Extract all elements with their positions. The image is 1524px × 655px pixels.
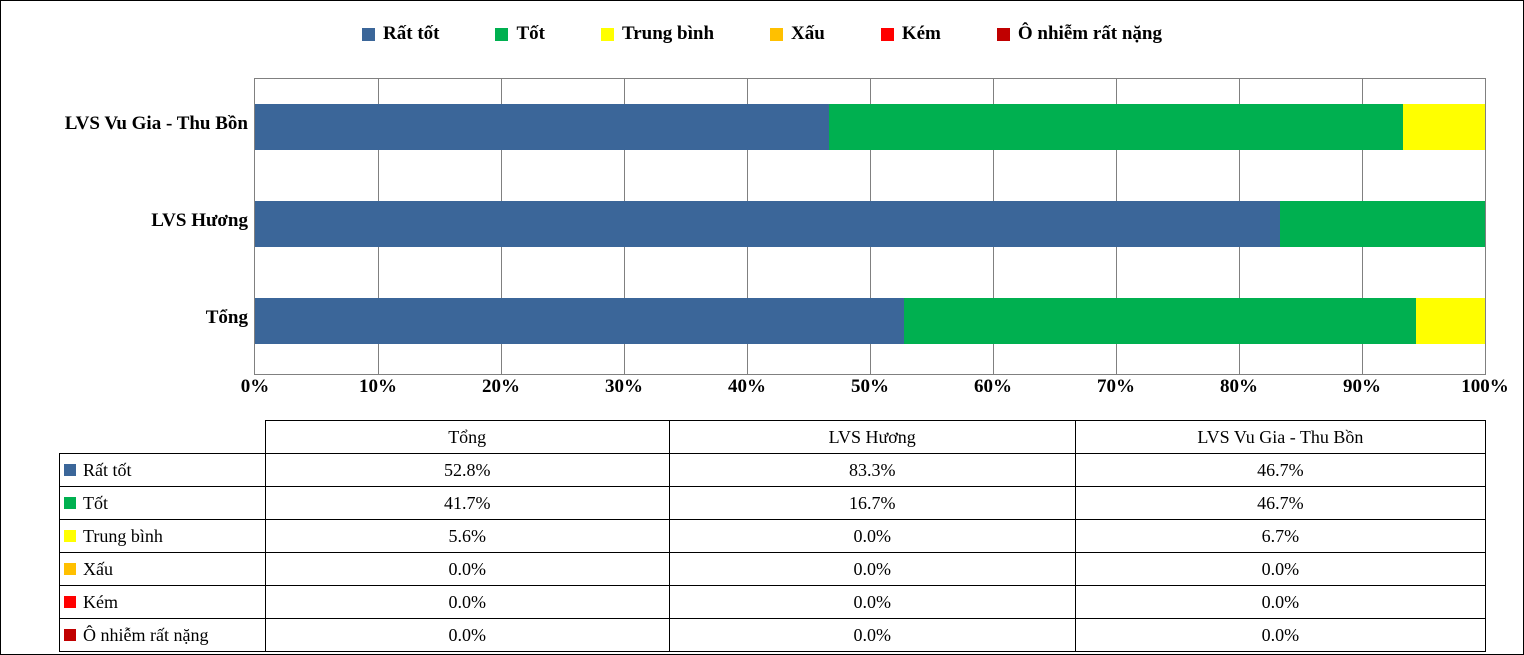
x-tick-label: 70% [1097,376,1135,397]
table-value-cell: 0.0% [1075,553,1485,586]
legend-item[interactable] [362,23,439,45]
x-axis-tick-labels [240,376,1509,404]
stacked-bar[interactable] [255,104,1485,150]
bar-segment[interactable] [255,104,829,150]
bar-segment[interactable] [1416,298,1485,344]
table-value-cell: 5.6% [265,520,669,553]
legend-swatch-icon [881,28,894,41]
table-value-cell: 0.0% [669,553,1075,586]
series-name: Xấu [83,558,113,579]
series-name: Ô nhiễm rất nặng [83,624,209,645]
table-series-key [60,520,266,553]
table-series-key [60,454,266,487]
table-series-key [60,586,266,619]
legend-label: Tốt [516,23,545,44]
table-row [60,454,1486,487]
table-value-cell: 0.0% [669,586,1075,619]
series-name: Tốt [83,492,108,513]
plot-area [254,78,1486,375]
x-tick-label: 90% [1343,376,1381,397]
legend-swatch-icon [495,28,508,41]
category-label: LVS Vu Gia - Thu Bồn [64,113,248,134]
table-column-header: LVS Vu Gia - Thu Bồn [1075,421,1485,454]
legend-label: Ô nhiễm rất nặng [1017,23,1162,44]
table-value-cell: 0.0% [265,553,669,586]
table-row [60,553,1486,586]
stacked-bar[interactable] [255,201,1485,247]
table-row [60,586,1486,619]
x-tick-label: 0% [240,376,270,397]
table-value-cell: 0.0% [1075,586,1485,619]
category-label: Tổng [205,307,248,328]
legend-item[interactable] [881,23,941,45]
table-row [60,520,1486,553]
table-value-cell: 0.0% [265,619,669,652]
legend-item[interactable] [601,23,714,45]
legend-item[interactable] [495,23,545,45]
table-value-cell: 16.7% [669,487,1075,520]
bar-segment[interactable] [829,104,1403,150]
table-corner-cell [60,421,266,454]
table-series-key [60,487,266,520]
table-value-cell: 41.7% [265,487,669,520]
stacked-bar[interactable] [255,298,1485,344]
legend-swatch-icon [362,28,375,41]
table-value-cell: 52.8% [265,454,669,487]
legend-swatch-icon [601,28,614,41]
table-value-cell: 46.7% [1075,454,1485,487]
table-value-cell: 0.0% [1075,619,1485,652]
series-name: Kém [83,591,118,612]
series-swatch-icon [64,596,76,608]
bar-segment[interactable] [255,201,1280,247]
table-value-cell: 0.0% [669,520,1075,553]
bar-segment[interactable] [904,298,1416,344]
series-swatch-icon [64,563,76,575]
chart-data-table [59,420,1486,652]
table-row [60,487,1486,520]
legend-label: Trung bình [621,23,715,44]
category-label: LVS Hương [151,210,248,231]
table-column-header: LVS Hương [669,421,1075,454]
x-tick-label: 30% [605,376,643,397]
x-tick-label: 10% [359,376,397,397]
bar-segment[interactable] [1403,104,1485,150]
series-swatch-icon [64,530,76,542]
table-column-header: Tổng [265,421,669,454]
x-tick-label: 80% [1220,376,1258,397]
table-value-cell: 0.0% [265,586,669,619]
legend-label: Rất tốt [383,23,440,44]
legend-item[interactable] [770,23,825,45]
series-name: Trung bình [83,525,163,546]
series-swatch-icon [64,629,76,641]
bar-segment[interactable] [1280,201,1485,247]
table-series-key [60,619,266,652]
table-value-cell: 83.3% [669,454,1075,487]
table-series-key [60,553,266,586]
x-tick-label: 100% [1461,376,1509,397]
table-value-cell: 0.0% [669,619,1075,652]
chart-legend [1,23,1523,45]
legend-item[interactable] [997,23,1162,45]
series-name: Rất tốt [83,459,132,480]
x-tick-label: 50% [851,376,889,397]
legend-swatch-icon [770,28,783,41]
table-value-cell: 46.7% [1075,487,1485,520]
legend-swatch-icon [997,28,1010,41]
table-value-cell: 6.7% [1075,520,1485,553]
series-swatch-icon [64,464,76,476]
bar-segment[interactable] [255,298,904,344]
x-tick-label: 60% [974,376,1012,397]
x-tick-label: 40% [728,376,766,397]
table-header-row [60,421,1486,454]
legend-label: Kém [901,23,941,44]
table-row [60,619,1486,652]
series-swatch-icon [64,497,76,509]
legend-label: Xấu [791,23,825,44]
x-tick-label: 20% [482,376,520,397]
